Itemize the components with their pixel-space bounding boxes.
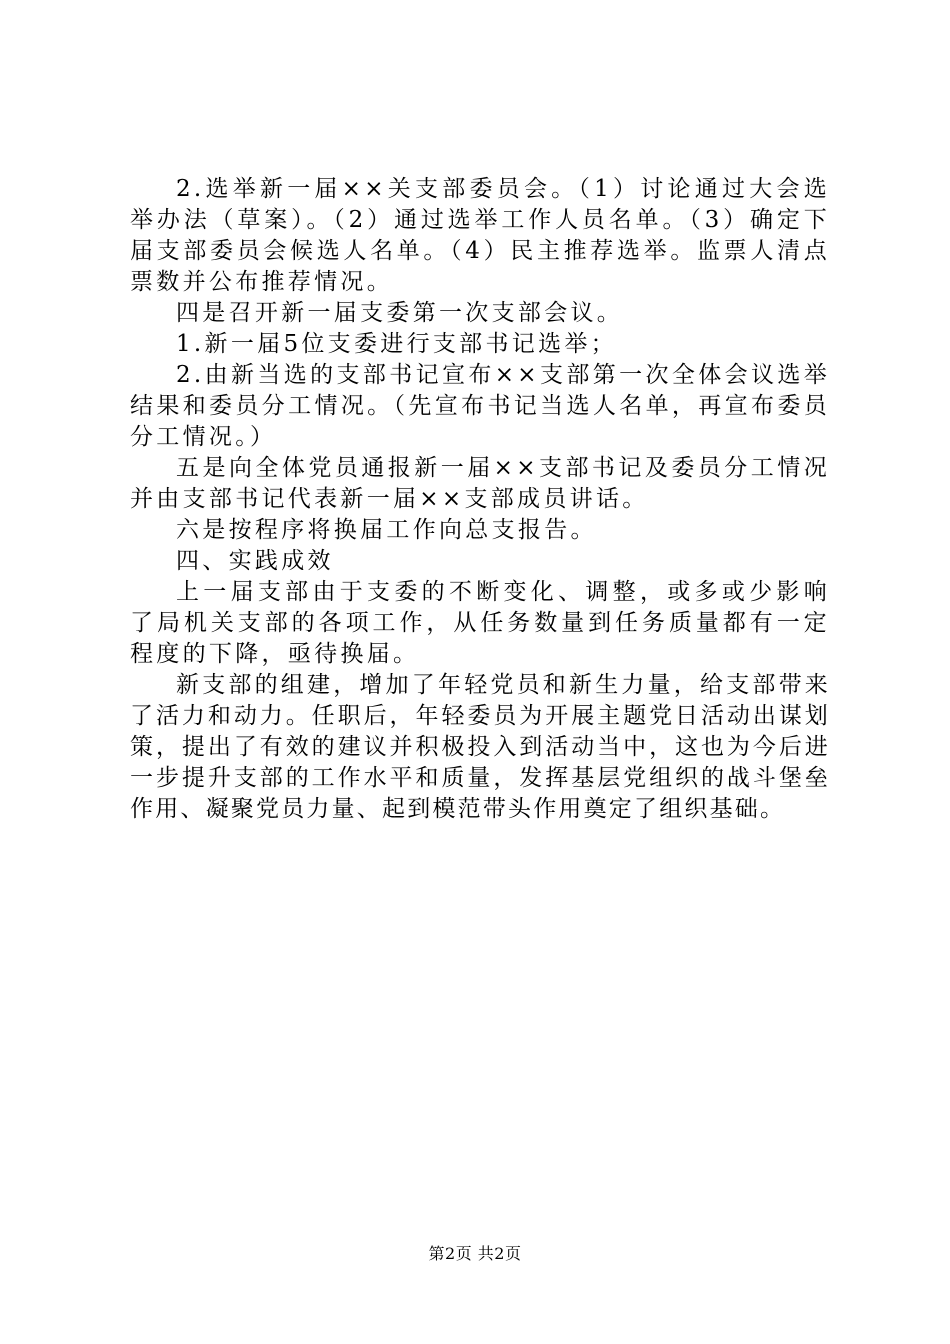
paragraph-previous-branch: 上一届支部由于支委的不断变化、调整，或多或少影响了局机关支部的各项工作，从任务数量到任务质量都有一定程度的下降，亟待换届。 — [130, 579, 830, 667]
paragraph-first-meeting: 四是召开新一届支委第一次支部会议。 — [176, 300, 624, 326]
document-body — [130, 174, 830, 825]
paragraph-notify-members: 五是向全体党员通报新一届××支部书记及委员分工情况并由支部书记代表新一届××支部成员讲话。 — [130, 455, 830, 512]
paragraph-announce-results: 2.由新当选的支部书记宣布××支部第一次全体会议选举结果和委员分工情况。（先宣布书记当选人名单，再宣布委员分工情况。） — [130, 362, 830, 450]
paragraph-election-steps: 2.选举新一届××关支部委员会。（1）讨论通过大会选举办法（草案）。（2）通过选举工作人员名单。（3）确定下届支部委员会候选人名单。（4）民主推荐选举。监票人清点票数并公布推荐情况。 — [130, 176, 830, 295]
section-heading-results: 四、实践成效 — [176, 548, 334, 574]
paragraph-report: 六是按程序将换届工作向总支报告。 — [176, 517, 597, 543]
page-number: 第2页 共2页 — [428, 1244, 522, 1263]
paragraph-secretary-election: 1.新一届5位支委进行支部书记选举； — [176, 331, 617, 357]
paragraph-new-branch: 新支部的组建，增加了年轻党员和新生力量，给支部带来了活力和动力。任职后，年轻委员为开展主题党日活动出谋划策，提出了有效的建议并积极投入到活动当中，这也为今后进一步提升支部的工作水平和质量，发挥基层党组织的战斗堡垒作用、凝聚党员力量、起到模范带头作用奠定了组织基础。 — [130, 672, 830, 822]
